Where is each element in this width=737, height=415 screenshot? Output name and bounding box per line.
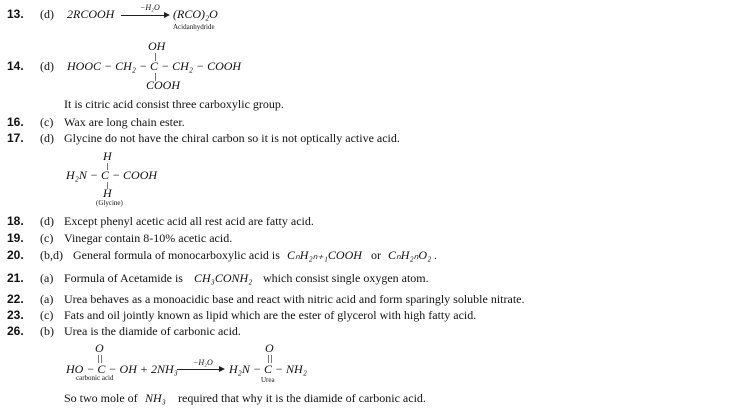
general-formula-2: CₙH₂ₙO₂ .	[388, 248, 438, 262]
reaction-condition: −H₂O	[140, 3, 160, 12]
explanation-text: Wax are long chain ester.	[64, 115, 185, 129]
answer-option: (d)	[40, 7, 54, 21]
answer-option: (c)	[40, 115, 54, 129]
explanation-text: Glycine do not have the chiral carbon so it is not optically active acid.	[64, 131, 400, 145]
reactant: 2RCOOH	[67, 7, 115, 21]
explanation-text: Urea behaves as a monoacidic base and react with nitric acid and form sparingly soluble nitrate.	[64, 292, 525, 306]
explanation-text: Vinegar contain 8-10% acetic acid.	[64, 231, 233, 245]
acetamide-formula: CH₃CONH₂	[194, 271, 253, 285]
carbonyl-oxygen: O	[265, 341, 274, 355]
question-number: 18.	[7, 214, 24, 228]
reaction-arrow-icon	[121, 15, 168, 16]
citric-acid-formula: HOOC − CH₂ − C − CH₂ − COOH	[67, 59, 242, 73]
urea-label: Urea	[261, 376, 275, 384]
explanation-text: General formula of monocarboxylic acid is	[73, 248, 280, 262]
carboxyl-group: COOH	[146, 78, 181, 92]
answer-option: (a)	[40, 292, 54, 306]
answer-option: (a)	[40, 271, 54, 285]
explanation-text: Fats and oil jointly known as lipid which are the ester of glycerol with high fatty acid.	[64, 308, 477, 322]
explanation-text: Formula of Acetamide is	[64, 271, 183, 285]
question-number: 17.	[7, 131, 24, 145]
explanation-text: It is citric acid consist three carboxylic group.	[64, 97, 284, 111]
explanation-text: Except phenyl acetic acid all rest acid are fatty acid.	[64, 214, 314, 228]
explanation-text: Urea is the diamide of carbonic acid.	[64, 324, 241, 338]
answer-option: (c)	[40, 308, 54, 322]
question-number: 14.	[7, 59, 24, 73]
explanation-text-2: which consist single oxygen atom.	[263, 271, 429, 285]
answer-option: (c)	[40, 231, 54, 245]
carbonic-acid-label: carbonic acid	[76, 374, 114, 382]
glycine-label: (Glycine)	[96, 199, 123, 207]
hydrogen-atom: H	[103, 186, 112, 200]
ammonia-formula: NH₃	[145, 391, 166, 405]
product-label: Acidanhydride	[173, 23, 215, 31]
question-number: 21.	[7, 271, 24, 285]
question-number: 26.	[7, 324, 24, 338]
reaction-lhs: HO − C − OH + 2NH₃	[66, 362, 178, 376]
carbonyl-oxygen: O	[95, 341, 104, 355]
general-formula-1: CₙH₂ₙ₊₁COOH	[287, 248, 362, 262]
answer-option: (d)	[40, 131, 54, 145]
product: (RCO)₂O	[173, 7, 218, 21]
question-number: 20.	[7, 248, 24, 262]
reaction-condition: −H₂O	[193, 358, 213, 367]
answer-option: (b,d)	[40, 248, 63, 262]
question-number: 23.	[7, 308, 24, 322]
glycine-formula: H₂N − C − COOH	[66, 168, 158, 182]
question-number: 19.	[7, 231, 24, 245]
question-number: 16.	[7, 115, 24, 129]
answer-option: (d)	[40, 59, 54, 73]
reaction-arrow-icon	[177, 369, 223, 370]
or-text: or	[371, 248, 381, 262]
answer-option: (d)	[40, 214, 54, 228]
hydroxyl-group: OH	[148, 39, 166, 53]
hydrogen-atom: H	[103, 149, 112, 163]
question-number: 22.	[7, 292, 24, 306]
conclusion-text: So two mole of	[64, 391, 138, 405]
question-number: 13.	[7, 7, 24, 21]
reaction-rhs: H₂N − C − NH₂	[229, 362, 307, 376]
answer-option: (b)	[40, 324, 54, 338]
conclusion-text-2: required that why it is the diamide of carbonic acid.	[178, 391, 426, 405]
